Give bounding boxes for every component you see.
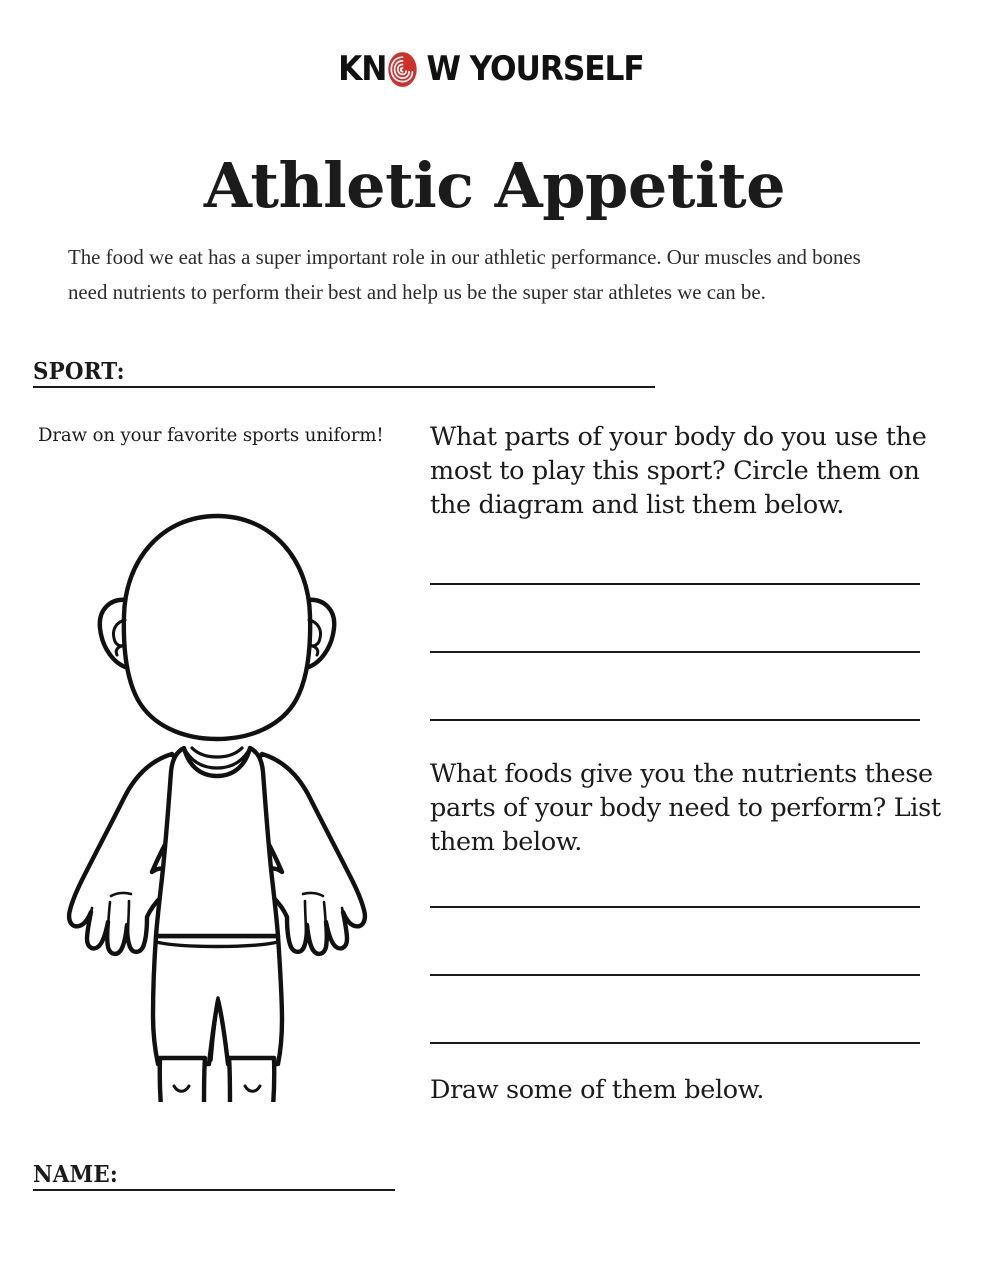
answer-line-1-1[interactable] xyxy=(430,583,920,585)
brand-logo xyxy=(0,48,989,90)
question-foods-nutrients: What foods give you the nutrients these parts of your body need to perform? List them below. xyxy=(430,759,941,857)
question-body-parts: What parts of your body do you use the most to play this sport? Circle them on the diagram and list them below. xyxy=(430,422,927,520)
name-label: NAME: xyxy=(33,1161,118,1188)
sport-field[interactable] xyxy=(33,358,693,390)
answer-line-2-2[interactable] xyxy=(430,974,920,976)
logo-text-before: KN xyxy=(337,49,387,89)
left-column xyxy=(38,424,418,446)
page-title: Athletic Appetite xyxy=(203,148,786,222)
answer-line-1-3[interactable] xyxy=(430,719,920,721)
body-diagram[interactable] xyxy=(32,498,402,1102)
sport-label: SPORT: xyxy=(33,358,125,385)
logo-text-after: W YOURSELF xyxy=(426,49,644,89)
intro-paragraph: The food we eat has a super important role in our athletic performance. Our muscles and bones need nutrients to perform their best and help us be the super star athletes we can be. xyxy=(68,244,861,304)
answer-line-2-1[interactable] xyxy=(430,906,920,908)
draw-uniform-instruction: Draw on your favorite sports uniform! xyxy=(38,424,384,446)
answer-line-1-2[interactable] xyxy=(430,651,920,653)
name-input-rule[interactable] xyxy=(33,1189,395,1191)
name-field[interactable] xyxy=(33,1161,433,1193)
sport-input-rule[interactable] xyxy=(33,386,655,388)
prompt-draw-foods: Draw some of them below. xyxy=(430,1075,764,1105)
answer-line-2-3[interactable] xyxy=(430,1042,920,1044)
fingerprint-icon xyxy=(387,51,418,88)
